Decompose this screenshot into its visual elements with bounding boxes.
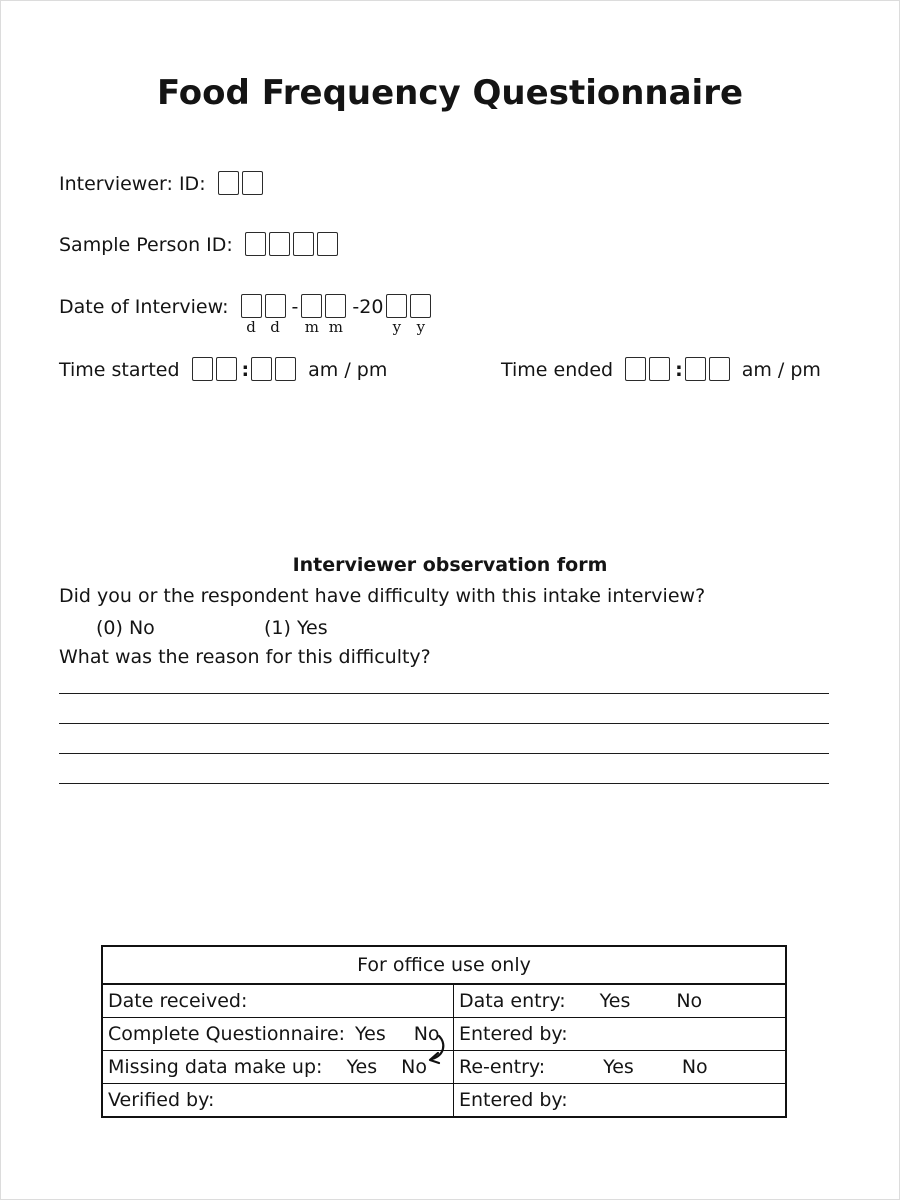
time-ended-colon: : <box>675 359 683 381</box>
sample-person-id-box-4[interactable] <box>317 232 338 256</box>
date-day-box-2[interactable] <box>265 294 286 318</box>
verified-by-label: Verified by: <box>108 1089 215 1111</box>
missing-data-no-option[interactable]: No <box>401 1056 427 1078</box>
office-use-table <box>101 945 787 1118</box>
date-year-2 <box>410 294 431 335</box>
observation-heading: Interviewer observation form <box>292 554 608 576</box>
time-started-min-box-2[interactable] <box>275 357 296 381</box>
re-entry-no-option[interactable]: No <box>681 1056 708 1078</box>
date-month-box-2[interactable] <box>325 294 346 318</box>
date-sublabel-m1: m <box>304 318 319 336</box>
entered-by-cell-2 <box>454 1084 785 1116</box>
difficulty-option-yes[interactable]: (1) Yes <box>264 617 328 639</box>
date-month-1 <box>301 294 322 335</box>
missing-data-cell <box>103 1051 454 1083</box>
table-row <box>103 985 785 1018</box>
answer-line[interactable] <box>59 693 829 694</box>
complete-questionnaire-no-option[interactable]: No <box>413 1023 440 1045</box>
time-ended-min-box-1[interactable] <box>685 357 706 381</box>
interviewer-id-label: Interviewer: ID: <box>59 173 206 195</box>
sample-person-id-box-2[interactable] <box>269 232 290 256</box>
verified-by-cell <box>103 1084 454 1116</box>
complete-questionnaire-cell <box>103 1018 454 1050</box>
entered-by-label: Entered by: <box>459 1023 568 1045</box>
interviewer-id-box-1[interactable] <box>218 171 239 195</box>
date-dash-1: - <box>291 296 299 318</box>
date-day-box-1[interactable] <box>241 294 262 318</box>
data-entry-no-option[interactable]: No <box>676 990 703 1012</box>
re-entry-label: Re-entry: <box>459 1056 546 1078</box>
time-started-hour-box-1[interactable] <box>192 357 213 381</box>
answer-line[interactable] <box>59 753 829 754</box>
time-ended-min-box-2[interactable] <box>709 357 730 381</box>
table-row <box>103 1084 785 1116</box>
time-started-colon: : <box>241 359 250 381</box>
time-started-field <box>59 357 387 383</box>
date-of-interview-label: Date of Interview: <box>59 296 229 318</box>
date-year-prefix: -20 <box>352 296 384 318</box>
complete-questionnaire-label: Complete Questionnaire: <box>108 1023 346 1045</box>
re-entry-cell <box>454 1051 785 1083</box>
difficulty-option-no[interactable]: (0) No <box>96 617 155 639</box>
time-ended-hour-box-2[interactable] <box>649 357 670 381</box>
missing-data-label: Missing data make up: <box>108 1056 323 1078</box>
date-month-2 <box>325 294 346 335</box>
date-sublabel-m2: m <box>328 318 343 336</box>
sample-person-id-box-1[interactable] <box>245 232 266 256</box>
date-of-interview-field <box>59 294 434 335</box>
data-entry-cell <box>454 985 785 1017</box>
time-started-label: Time started <box>59 359 180 381</box>
reason-question: What was the reason for this difficulty? <box>59 646 431 668</box>
sample-person-id-box-3[interactable] <box>293 232 314 256</box>
time-ended-label: Time ended <box>501 359 614 381</box>
date-sublabel-y1: y <box>392 318 402 336</box>
data-entry-yes-option[interactable]: Yes <box>599 990 631 1012</box>
complete-questionnaire-yes-option[interactable]: Yes <box>355 1023 386 1045</box>
entered-by-cell <box>454 1018 785 1050</box>
answer-line[interactable] <box>59 783 829 784</box>
time-ended-hour-box-1[interactable] <box>625 357 646 381</box>
date-received-cell <box>103 985 454 1017</box>
page-title: Food Frequency Questionnaire <box>156 73 744 113</box>
office-table-header: For office use only <box>103 947 785 985</box>
data-entry-label: Data entry: <box>459 990 566 1012</box>
date-month-box-1[interactable] <box>301 294 322 318</box>
date-year-box-1[interactable] <box>386 294 407 318</box>
date-received-label: Date received: <box>108 990 248 1012</box>
sample-person-id-label: Sample Person ID: <box>59 234 233 256</box>
difficulty-question: Did you or the respondent have difficulty with this intake interview? <box>59 585 706 607</box>
date-sublabel-d2: d <box>270 318 280 336</box>
re-entry-yes-option[interactable]: Yes <box>603 1056 634 1078</box>
time-ended-field <box>501 357 821 383</box>
handwritten-curved-arrow-icon <box>420 1033 446 1069</box>
date-sublabel-d1: d <box>246 318 256 336</box>
date-sublabel-y2: y <box>416 318 426 336</box>
date-year-box-2[interactable] <box>410 294 431 318</box>
interviewer-id-box-2[interactable] <box>242 171 263 195</box>
missing-data-yes-option[interactable]: Yes <box>346 1056 378 1078</box>
interviewer-id-field <box>59 171 266 197</box>
time-started-ampm[interactable]: am / pm <box>308 359 388 381</box>
date-year-1 <box>386 294 407 335</box>
time-started-hour-box-2[interactable] <box>216 357 237 381</box>
answer-line[interactable] <box>59 723 829 724</box>
date-day-1 <box>241 294 262 335</box>
time-started-min-box-1[interactable] <box>251 357 272 381</box>
date-day-2 <box>265 294 286 335</box>
entered-by-label-2: Entered by: <box>459 1089 568 1111</box>
sample-person-id-field <box>59 232 341 258</box>
time-ended-ampm[interactable]: am / pm <box>741 359 821 381</box>
